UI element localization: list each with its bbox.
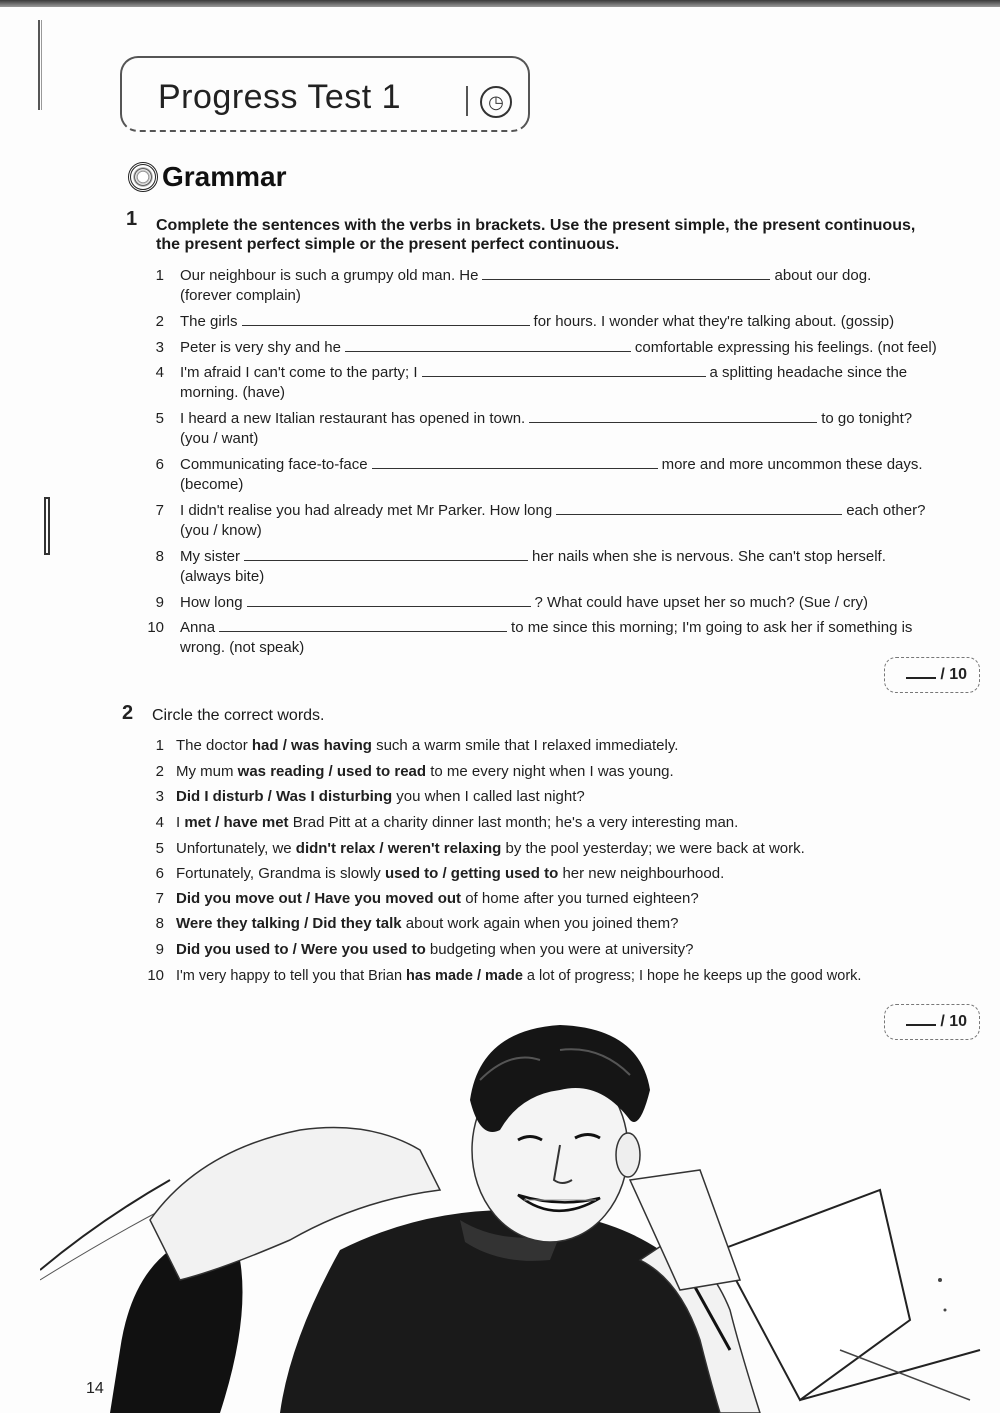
item-text: How long [180,594,243,611]
page-title: Progress Test 1 [158,78,402,116]
answer-blank[interactable] [247,593,531,607]
item-text-end: her nails when she is nervous. She can't stop herself. [532,548,886,565]
item-text: Fortunately, Grandma is slowly [176,865,385,882]
item-number: 10 [147,619,164,636]
exercise-1-instruction-line-1: Complete the sentences with the verbs in brackets. Use the present simple, the present continuous, [156,217,916,234]
item-text-end: a lot of progress; I hope he keeps up the good work. [522,968,862,984]
item-number: 4 [155,814,164,831]
answer-blank[interactable] [244,547,528,561]
exercise-2-instruction: Circle the correct words. [152,707,325,724]
item-number: 3 [155,339,164,356]
clock-icon: ◷ [480,86,512,118]
page-number: 14 [86,1380,104,1397]
answer-blank[interactable] [556,501,842,515]
item-text-end: ? What could have upset her so much? (Sue / cry) [534,594,869,611]
item-text-end: to go tonight? [821,410,913,427]
item-number: 7 [155,890,164,907]
item-hint: (you / want) [180,430,259,447]
item-text: I heard a new Italian restaurant has opened in town. [180,410,526,427]
item-text-end: each other? [846,502,926,519]
circle-choice[interactable]: was reading / used to read [237,763,427,780]
scan-edge-top [0,0,1000,7]
student-writing-illustration [40,1020,990,1413]
exercise-1-number: 1 [126,208,138,230]
item-text: Our neighbour is such a grumpy old man. He [180,267,479,284]
item-hint: (forever complain) [180,287,301,304]
item-text-end: about our dog. [774,267,872,284]
circle-choice[interactable]: Did you used to / Were you used to [176,941,426,958]
answer-blank[interactable] [345,338,631,352]
answer-blank[interactable] [372,455,658,469]
item-text: Peter is very shy and he [180,339,341,356]
score-total: / 10 [940,1013,967,1030]
item-text-end: a splitting headache since the [709,364,908,381]
item-hint: (always bite) [180,568,265,585]
item-text-end: her new neighbourhood. [558,865,725,882]
item-text: I didn't realise you had already met Mr Parker. How long [180,502,553,519]
item-text-end: by the pool yesterday; we were back at work. [501,840,805,857]
item-text-end: budgeting when you were at university? [425,941,694,958]
item-text-end: comfortable expressing his feelings. (not feel) [634,339,937,356]
item-number: 1 [155,737,164,754]
item-number: 5 [155,840,164,857]
item-number: 6 [155,865,164,882]
item-number: 10 [147,967,164,984]
item-text: Anna [180,619,216,636]
item-text-end: such a warm smile that I relaxed immediately. [371,737,679,754]
answer-blank[interactable] [219,618,507,632]
item-number: 2 [155,313,164,330]
item-number: 8 [155,548,164,565]
item-text: I [176,814,185,831]
item-text: The girls [180,313,238,330]
answer-blank[interactable] [529,409,817,423]
item-number: 9 [155,594,164,611]
item-number: 1 [155,267,164,284]
item-text-end: for hours. I wonder what they're talking about. (gossip) [533,313,895,330]
item-hint: wrong. (not speak) [180,639,305,656]
section-title: Grammar [162,161,287,192]
circle-choice[interactable]: had / was having [251,737,372,754]
grammar-section-icon [128,162,158,192]
item-hint: (you / know) [180,522,262,539]
item-number: 6 [155,456,164,473]
item-number: 7 [155,502,164,519]
item-text-end: Brad Pitt at a charity dinner last month; he's a very interesting man. [288,814,739,831]
scan-edge-left [38,20,42,110]
item-text-end: about work again when you joined them? [401,915,679,932]
item-text-end: of home after you turned eighteen? [461,890,699,907]
item-hint: (become) [180,476,244,493]
item-text: My sister [180,548,240,565]
item-number: 9 [155,941,164,958]
circle-choice[interactable]: Did I disturb / Was I disturbing [176,788,393,805]
item-number: 2 [155,763,164,780]
item-text-end: to me every night when I was young. [426,763,674,780]
item-text: My mum [176,763,238,780]
title-separator [466,86,468,116]
item-text: The doctor [176,737,252,754]
item-text: Communicating face-to-face [180,456,368,473]
item-text: Unfortunately, we [176,840,296,857]
circle-choice[interactable]: didn't relax / weren't relaxing [295,840,502,857]
item-number: 5 [155,410,164,427]
score-blank[interactable] [906,665,936,679]
exercise-2-number: 2 [122,702,134,724]
item-text-end: more and more uncommon these days. [661,456,923,473]
item-number: 3 [155,788,164,805]
scan-mark-left [44,497,50,555]
item-text-end: you when I called last night? [392,788,585,805]
item-text-end: to me since this morning; I'm going to ask her if something is [511,619,913,636]
circle-choice[interactable]: used to / getting used to [384,865,559,882]
exercise-1-score-box [884,657,980,693]
score-total: / 10 [940,666,967,683]
answer-blank[interactable] [422,363,706,377]
circle-choice[interactable]: has made / made [406,968,523,984]
circle-choice[interactable]: met / have met [184,814,289,831]
answer-blank[interactable] [242,312,530,326]
circle-choice[interactable]: Did you move out / Have you moved out [176,890,462,907]
item-hint: morning. (have) [180,384,286,401]
item-text: I'm afraid I can't come to the party; I [180,364,418,381]
item-number: 4 [155,364,164,381]
answer-blank[interactable] [482,266,770,280]
item-text: I'm very happy to tell you that Brian [176,968,407,984]
item-number: 8 [155,915,164,932]
circle-choice[interactable]: Were they talking / Did they talk [176,915,402,932]
exercise-1-instruction-line-2: the present perfect simple or the present perfect continuous. [156,236,620,253]
